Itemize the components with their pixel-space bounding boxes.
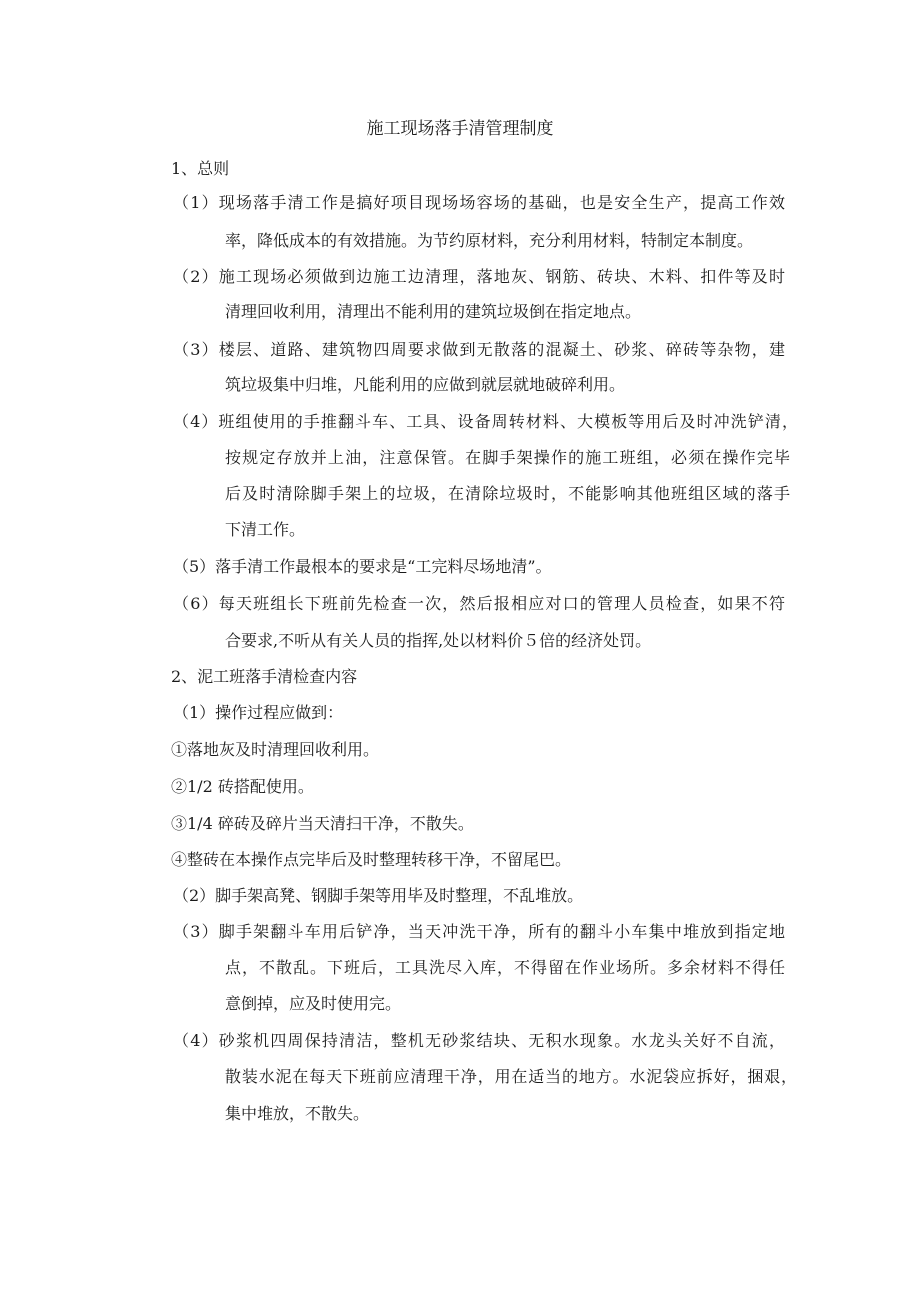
checklist-item-2: ②1/2 砖搭配使用。 xyxy=(171,777,314,796)
paragraph-5-line-1: （5）落手清工作最根本的要求是“工完料尽场地清”。 xyxy=(173,557,552,576)
paragraph-4-line-4: 下清工作。 xyxy=(225,520,306,539)
paragraph-3-line-2: 筑垃圾集中归堆，凡能利用的应做到就层就地破碎利用。 xyxy=(225,375,626,394)
checklist-item-1: ①落地灰及时清理回收利用。 xyxy=(171,740,380,759)
subsection-4-line-1: （4）砂浆机四周保持清洁，整机无砂浆结块、无积水现象。水龙头关好不自流， xyxy=(173,1031,785,1050)
paragraph-6-line-2: 合要求,不听从有关人员的指挥,处以材料价５倍的经济处罚。 xyxy=(225,631,652,650)
paragraph-1-line-1: （1）现场落手清工作是搞好项目现场场容场的基础，也是安全生产，提高工作效 xyxy=(173,193,785,212)
paragraph-2-line-2: 清理回收利用，清理出不能利用的建筑垃圾倒在指定地点。 xyxy=(225,302,642,321)
section-heading-masonry: 2、泥工班落手清检查内容 xyxy=(171,667,358,686)
checklist-item-4: ④整砖在本操作点完毕后及时整理转移干净，不留尾巴。 xyxy=(171,850,572,869)
paragraph-1-line-2: 率，降低成本的有效措施。为节约原材料，充分利用材料，特制定本制度。 xyxy=(225,231,754,250)
subsection-3-line-3: 意倒掉，应及时使用完。 xyxy=(225,994,402,1013)
checklist-item-3: ③1/4 碎砖及碎片当天清扫干净，不散失。 xyxy=(171,814,474,833)
paragraph-6-line-1: （6）每天班组长下班前先检查一次，然后报相应对口的管理人员检查，如果不符 xyxy=(173,594,785,613)
subsection-3-line-2: 点，不散乱。下班后，工具洗尽入库，不得留在作业场所。多余材料不得任 xyxy=(225,958,785,977)
subsection-1-heading: （1）操作过程应做到： xyxy=(173,703,344,722)
paragraph-3-line-1: （3）楼层、道路、建筑物四周要求做到无散落的混凝土、砂浆、碎砖等杂物，建 xyxy=(173,340,785,359)
paragraph-4-line-3: 后及时清除脚手架上的垃圾，在清除垃圾时，不能影响其他班组区域的落手 xyxy=(225,484,790,503)
paragraph-4-line-1: （4）班组使用的手推翻斗车、工具、设备周转材料、大模板等用后及时冲洗铲清， xyxy=(173,412,798,431)
subsection-4-line-3: 集中堆放，不散失。 xyxy=(225,1104,370,1123)
subsection-4-line-2: 散装水泥在每天下班前应清理干净，用在适当的地方。水泥袋应拆好，捆艰， xyxy=(225,1067,797,1086)
subsection-3-line-1: （3）脚手架翻斗车用后铲净，当天冲洗干净，所有的翻斗小车集中堆放到指定地 xyxy=(173,922,785,941)
paragraph-2-line-1: （2）施工现场必须做到边施工边清理，落地灰、钢筋、砖块、木料、扣件等及时 xyxy=(173,267,785,286)
paragraph-4-line-2: 按规定存放并上油，注意保管。在脚手架操作的施工班组，必须在操作完毕 xyxy=(225,448,790,467)
section-heading-general: 1、总则 xyxy=(171,159,230,178)
subsection-2-line-1: （2）脚手架高凳、钢脚手架等用毕及时整理，不乱堆放。 xyxy=(173,886,584,905)
document-title: 施工现场落手清管理制度 xyxy=(366,119,554,139)
